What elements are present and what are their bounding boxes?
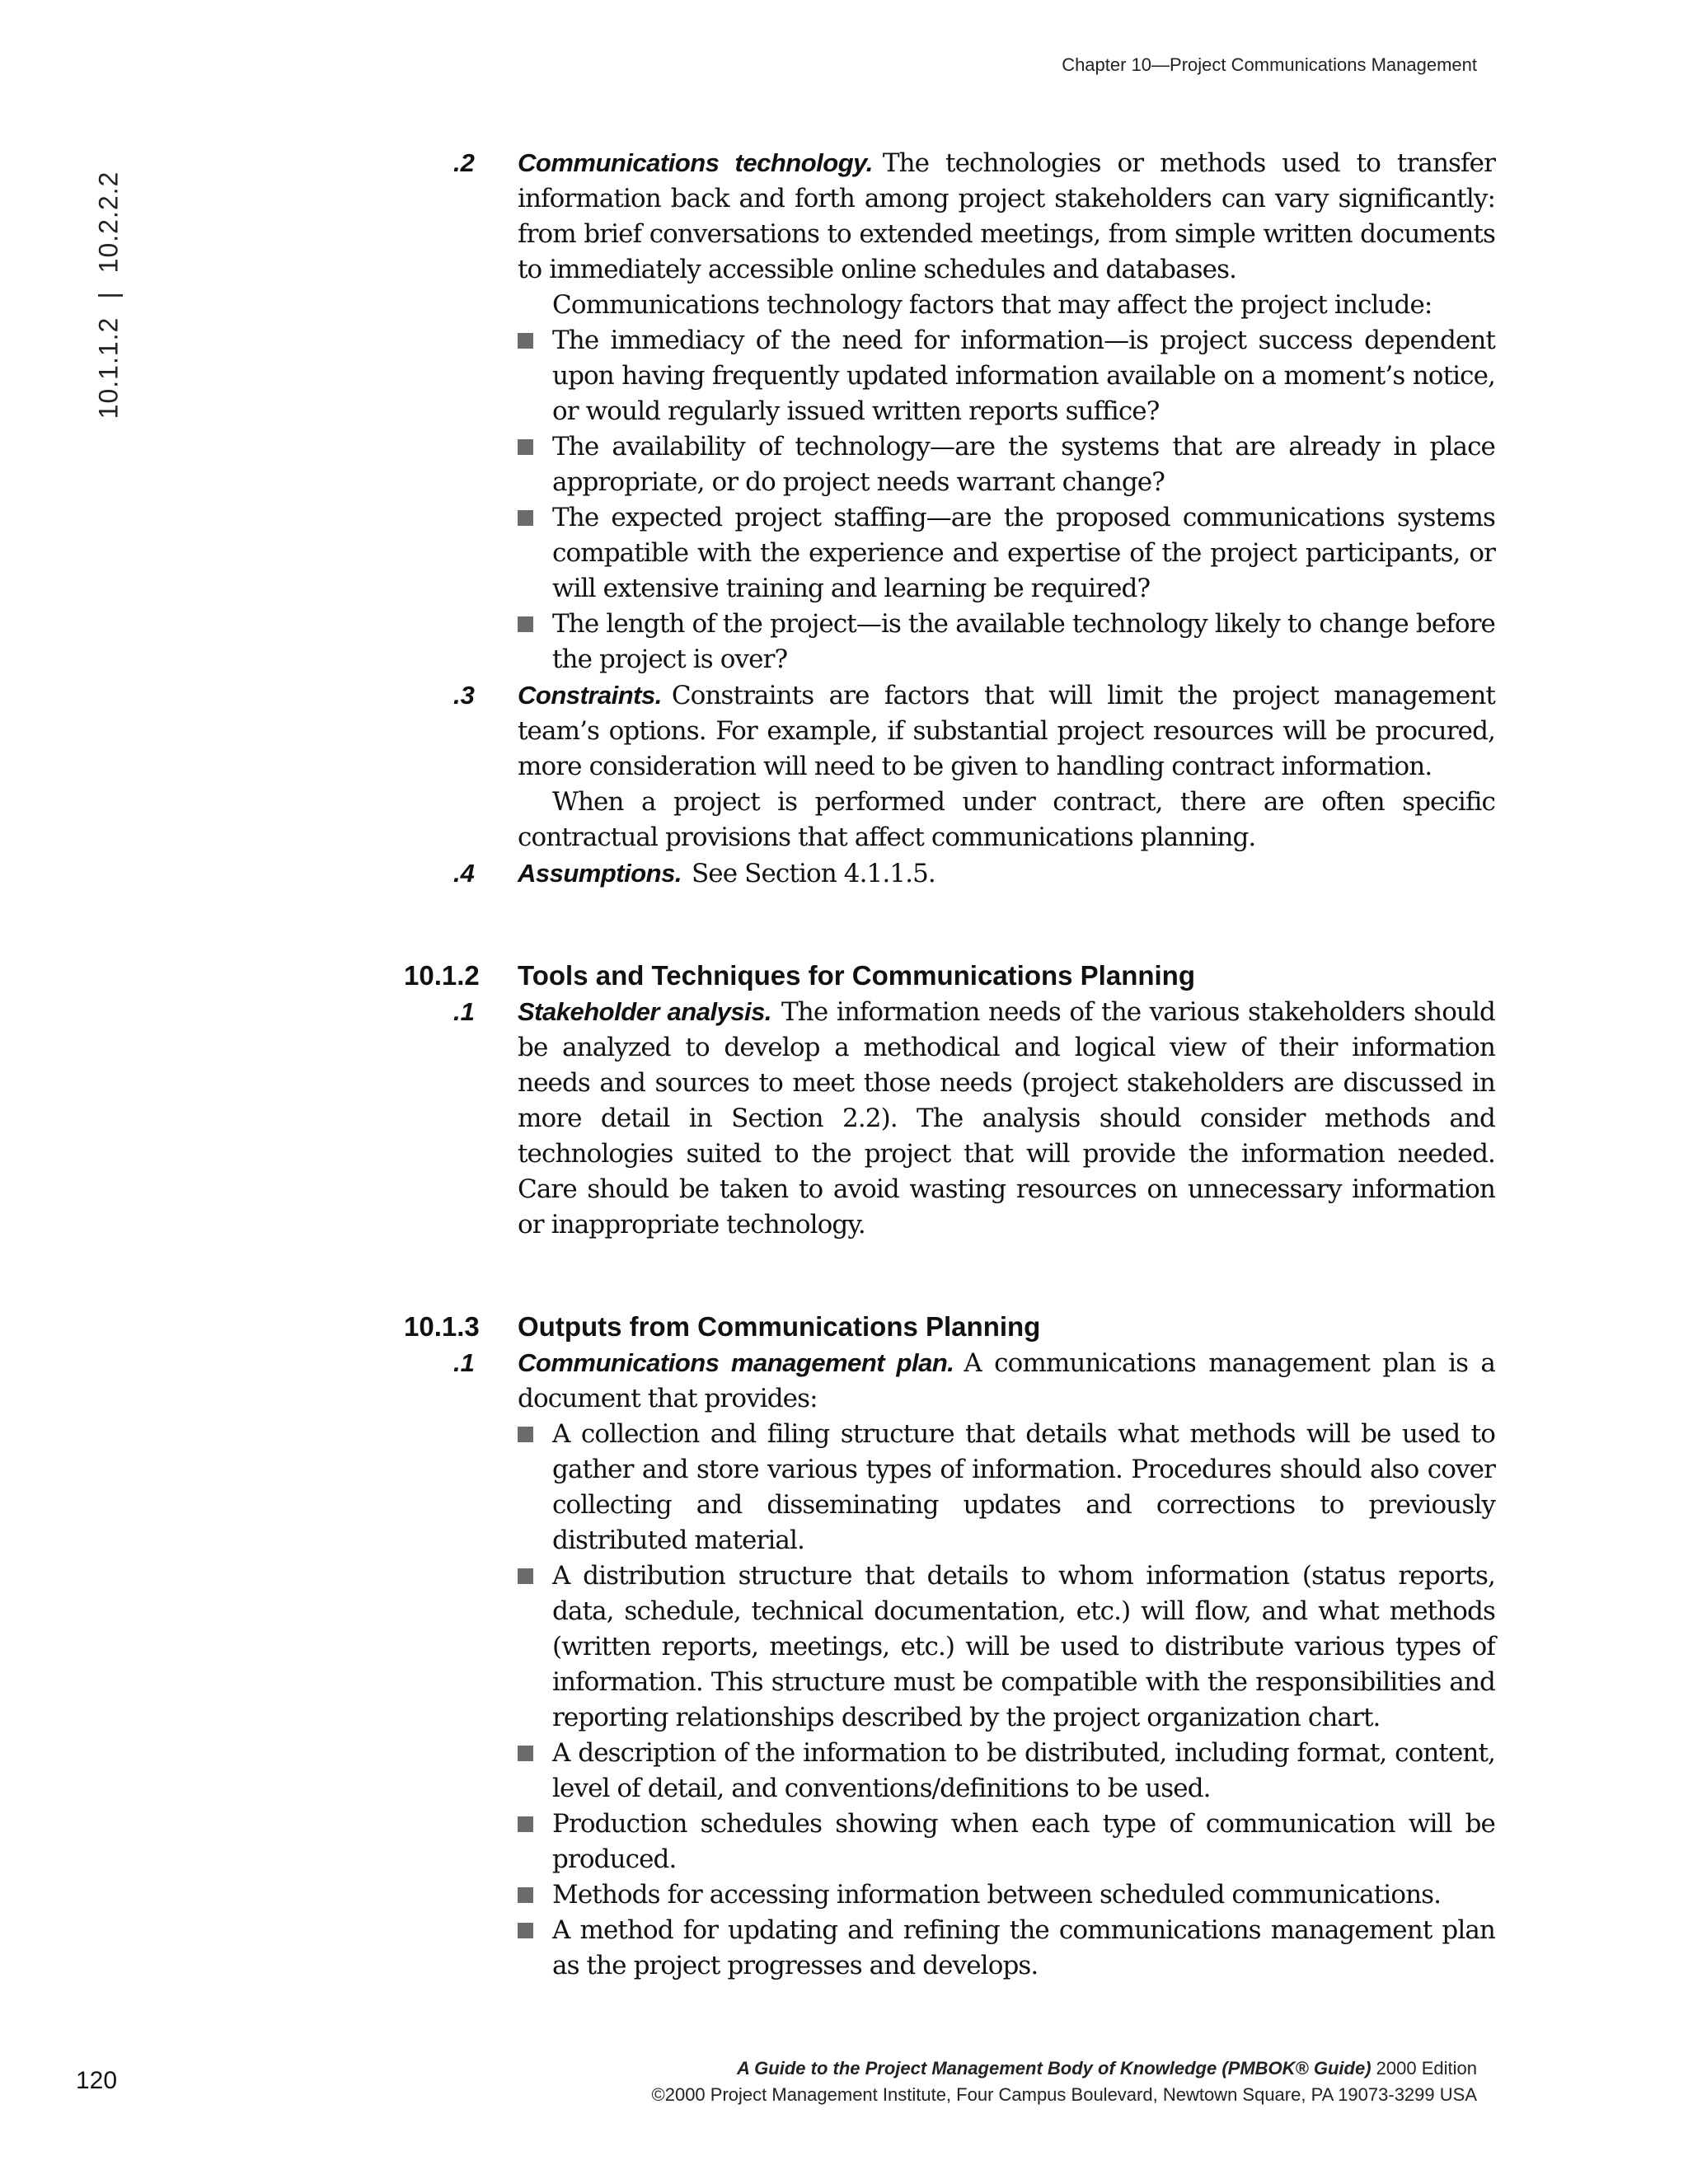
copyright: ©2000 Project Management Institute, Four Campus Boulevard, Newtown Square, PA 19073-3299 USA: [651, 2084, 1477, 2105]
item-text: A communications management plan is a document that provides:: [518, 1348, 1495, 1413]
list-item: Methods for accessing information between scheduled communications.: [552, 1877, 1495, 1913]
list-item: The length of the project—is the available technology likely to change before the project is over?: [552, 607, 1495, 677]
item-assumptions: [453, 855, 1495, 892]
list-item: A description of the information to be distributed, including format, content, level of detail, and conventions/definitions to be used.: [552, 1736, 1495, 1807]
section-heading: [404, 1309, 1495, 1345]
list-item: The availability of technology—are the systems that are already in place appropriate, or do project needs warrant change?: [552, 429, 1495, 500]
square-bullet-icon: [518, 333, 533, 349]
item-lead: Stakeholder analysis.: [518, 997, 772, 1026]
square-bullet-icon: [518, 1746, 533, 1761]
page-footer: [652, 2055, 1477, 2108]
list-item: Production schedules showing when each type of communication will be produced.: [552, 1807, 1495, 1877]
list-item: The immediacy of the need for information—is project success dependent upon having frequently updated information available on a moment’s notice, or would regularly issued written reports suffice?: [552, 323, 1495, 429]
item-constraints: [453, 677, 1495, 855]
bullet-list: [518, 1417, 1495, 1984]
square-bullet-icon: [518, 439, 533, 455]
section-title: Tools and Techniques for Communications Planning: [518, 960, 1195, 991]
bullet-list: [518, 323, 1495, 677]
square-bullet-icon: [518, 510, 533, 526]
section-heading: [404, 958, 1495, 994]
item-stakeholder-analysis: [453, 994, 1495, 1243]
running-head: Chapter 10—Project Communications Management: [1062, 54, 1477, 75]
item-intro: Communications technology factors that may affect the project include:: [552, 290, 1432, 320]
item-paragraph: When a project is performed under contract, there are often specific contractual provisions that affect communications planning.: [518, 787, 1495, 852]
item-text: The information needs of the various stakeholders should be analyzed to develop a methodical and logical view of their information needs and sources to meet those needs (project stakeholders are discussed in more detail in Section 2.2). The analysis should consider methods and technologies suited to the project that will provide the information needed. Care should be taken to avoid wasting resources on unnecessary information or inappropriate technology.: [518, 997, 1495, 1240]
square-bullet-icon: [518, 616, 533, 632]
side-tab-separator: |: [93, 291, 124, 299]
section-number: 10.1.2: [404, 960, 480, 991]
list-item: The expected project staffing—are the proposed communications systems compatible with the experience and expertise of the project participants, or will extensive training and learning be required?: [552, 500, 1495, 607]
list-item: A method for updating and refining the communications management plan as the project progresses and develops.: [552, 1913, 1495, 1984]
item-number: .2: [453, 148, 475, 177]
square-bullet-icon: [518, 1568, 533, 1584]
page-body: [0, 145, 1688, 1984]
square-bullet-icon: [518, 1816, 533, 1832]
side-tab-start-section: 10.1.1.2: [93, 316, 124, 419]
section-title: Outputs from Communications Planning: [518, 1311, 1041, 1342]
item-lead: Communications technology.: [518, 148, 873, 177]
item-text: See Section 4.1.1.5.: [691, 859, 935, 888]
item-communications-management-plan: [453, 1345, 1495, 1984]
list-item: A collection and filing structure that details what methods will be used to gather and store various types of information. Procedures should also cover collecting and disseminating updates and corrections to previously distributed material.: [552, 1417, 1495, 1558]
item-communications-technology: [453, 145, 1495, 677]
square-bullet-icon: [518, 1427, 533, 1442]
square-bullet-icon: [518, 1887, 533, 1903]
item-lead: Communications management plan.: [518, 1348, 954, 1377]
square-bullet-icon: [518, 1923, 533, 1938]
item-text: Constraints are factors that will limit the project management team’s options. For example, if substantial project resources will be procured, more consideration will need to be given to handling contract information.: [518, 681, 1495, 781]
page-number: 120: [76, 2067, 118, 2094]
side-tab-end-section: 10.2.2.2: [93, 171, 124, 274]
footer-title-line: [652, 2055, 1477, 2082]
edition: 2000 Edition: [1376, 2058, 1477, 2079]
book-title: A Guide to the Project Management Body of Knowledge (PMBOK® Guide): [737, 2058, 1372, 2079]
list-item: A distribution structure that details to whom information (status reports, data, schedule, technical documentation, etc.) will flow, and what methods (written reports, meetings, etc.) will be used to distribute various types of information. This structure must be compatible with the responsibilities and reporting relationships described by the project organization chart.: [552, 1558, 1495, 1736]
item-lead: Constraints.: [518, 681, 662, 710]
item-number: .1: [453, 997, 475, 1026]
item-number: .1: [453, 1348, 475, 1377]
section-number: 10.1.3: [404, 1311, 480, 1342]
item-lead: Assumptions.: [518, 859, 682, 888]
item-number: .4: [453, 859, 475, 888]
item-text: The technologies or methods used to transfer information back and forth among project stakeholders can vary significantly: from brief conversations to extended meetings, from simple written documents to immediately accessible online schedules and databases.: [518, 148, 1495, 284]
item-number: .3: [453, 681, 475, 710]
